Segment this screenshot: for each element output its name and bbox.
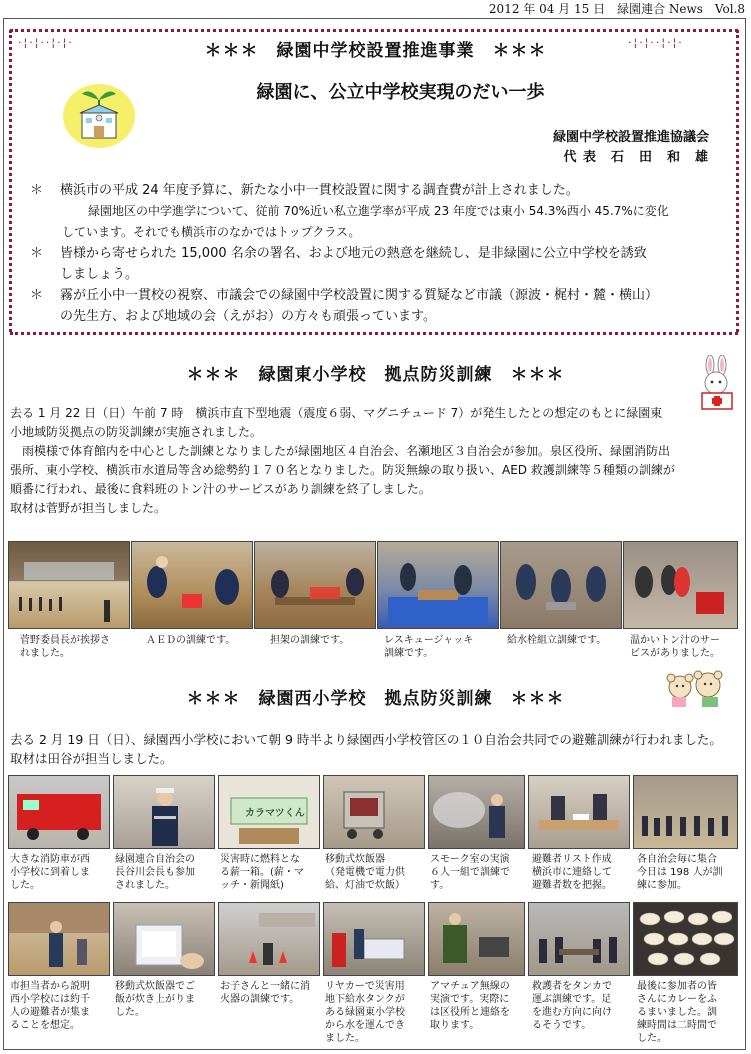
east-caption-4: レスキュージャッキ 訓練です。 xyxy=(384,635,474,659)
left-dotted-border xyxy=(9,30,12,332)
newsletter-header: 2012 年 04 月 15 日 緑園連合 News Vol.8 xyxy=(488,2,745,16)
representative-name: 代 表 石 田 和 雄 xyxy=(563,150,709,165)
photo-rescue-jack xyxy=(377,541,499,629)
bullet-text-cont: の先生方、および地域の会（えがお）の方々も頑張っています。 xyxy=(60,309,436,324)
east-text-line: 去る 1 月 22 日（日）午前 7 時 横浜市直下型地震（震度６弱、マグニチュード 7）が発生したとの想定のもとに緑園東 xyxy=(10,406,663,420)
bear-mascots-icon xyxy=(660,669,730,709)
photo-gym-greeting xyxy=(8,541,130,629)
east-text-line: 順番に行われ、最後に食料班のトン汁のサービスがあり訓練を終了しました。 xyxy=(10,482,431,496)
photo-extinguisher-training xyxy=(218,902,320,976)
east-caption-3: 担架の訓練です。 xyxy=(270,635,350,646)
east-caption-1: 菅野委員長が挨拶さ れました。 xyxy=(20,635,110,659)
east-text-line: 取材は菅野が担当しました。 xyxy=(10,501,167,515)
west-section-title: ＊＊＊ 緑園西小学校 拠点防災訓練 ＊＊＊ xyxy=(186,689,565,709)
photo-firewood-box xyxy=(218,775,320,849)
ornament-left-icon: ·¦·¦··¦·¦· xyxy=(18,36,74,49)
bullet-item-1 xyxy=(30,180,720,201)
west-caption-2: 緑園連合自治会の 長谷川会長も参加 されました。 xyxy=(115,854,195,891)
west-caption-13: 救護者をタンカで 運ぶ訓練です。足 を進む方向に向け るそうです。 xyxy=(532,981,612,1031)
photo-curry-serving xyxy=(633,902,738,976)
west-caption-11: リヤカーで災害用 地下給水タンクが ある緑園東小学校 から水を運んでき ました。 xyxy=(325,981,405,1044)
page-frame xyxy=(3,18,746,1050)
bullet-item-3 xyxy=(30,285,720,327)
top-title: ＊＊＊ 緑園中学校設置推進事業 ＊＊＊ xyxy=(204,41,547,61)
bullet-text: 皆様から寄せられた 15,000 名余の署名、および地元の熱意を継続し、是非緑園に公立中学校を誘致 xyxy=(60,246,647,261)
west-caption-3: 災害時に燃料とな る薪一箱。(薪・マ ッチ・新聞紙) xyxy=(220,854,304,891)
west-text-line: 去る 2 月 19 日（日）、緑園西小学校において朝 9 時半より緑園西小学校管区の１０自治会共同での避難訓練が行われました。 xyxy=(10,732,722,747)
photo-group-gathering xyxy=(633,775,738,849)
photo-aed-training xyxy=(131,541,253,629)
east-caption-2: ＡＥＤの訓練です。 xyxy=(146,635,236,646)
west-caption-6: 避難者リスト作成 横浜市に連絡して 避難者数を把握。 xyxy=(532,854,612,891)
east-caption-5: 給水栓組立訓練です。 xyxy=(507,635,607,646)
bullet-1-sub-b: しています。それでも横浜市のなかではトップクラス。 xyxy=(62,225,361,239)
bullet-text: 横浜市の平成 24 年度予算に、新たな小中一貫校設置に関する調査費が計上されました。 xyxy=(60,183,579,198)
photo-water-tap-assembly xyxy=(500,541,622,629)
east-caption-6: 温かいトン汁のサー ビスがありました。 xyxy=(630,635,720,659)
west-caption-14: 最後に参加者の皆 さんにカレーをふ るまいました。訓 練時間は二時間で した。 xyxy=(637,981,717,1044)
photo-city-official xyxy=(8,902,110,976)
bullet-item-2 xyxy=(30,243,720,285)
bullet-mark: ＊ xyxy=(30,183,44,198)
bullet-1-sub-a: 緑園地区の中学進学について、従前 70%近い私立進学率が平成 23 年度では東小 54.3%西小 45.7%に変化 xyxy=(88,204,669,218)
west-caption-9: 移動式炊飯器でご 飯が炊き上がりま した。 xyxy=(115,981,195,1018)
photo-water-cart xyxy=(323,902,425,976)
bottom-dotted-border xyxy=(10,332,738,335)
bullet-mark: ＊ xyxy=(30,246,44,261)
ornament-right-icon: ·¦·¦··¦·¦· xyxy=(628,36,684,49)
west-paragraph xyxy=(10,730,740,768)
east-paragraph xyxy=(10,404,740,518)
west-caption-1: 大きな消防車が西 小学校に到着しま した。 xyxy=(10,854,90,891)
photo-amateur-radio xyxy=(428,902,525,976)
photo-evacuee-list xyxy=(528,775,630,849)
organization-block xyxy=(553,128,709,168)
east-text-line: 雨模様で体育館内を中心とした訓練となりましたが緑園地区４自治会、名瀬地区３自治会が参加。泉区役所、緑園消防出 xyxy=(10,444,671,458)
photo-chairman xyxy=(113,775,215,849)
bullet-mark: ＊ xyxy=(30,288,44,303)
west-caption-7: 各自治会毎に集合 今日は 198 人が訓 練に参加。 xyxy=(637,854,723,891)
photo-cooked-rice xyxy=(113,902,215,976)
top-dotted-border xyxy=(10,29,738,32)
firewood-sign-text: カラマツくん xyxy=(245,808,305,819)
west-caption-12: アマチュア無線の 実演です。実際に は区役所と連絡を 取ります。 xyxy=(430,981,510,1031)
east-section-title: ＊＊＊ 緑園東小学校 拠点防災訓練 ＊＊＊ xyxy=(186,365,565,385)
top-subtitle: 緑園に、公立中学校実現のだい一歩 xyxy=(256,82,545,103)
rabbit-first-aid-icon xyxy=(696,355,738,411)
bullet-text: 霧が丘小中一貫校の視察、市議会での緑園中学校設置に関する質疑など市議（源波・梶村・麓・横山） xyxy=(60,288,659,303)
photo-smoke-room xyxy=(428,775,525,849)
east-text-line: 小地域防災拠点の防災訓練が実施されました。 xyxy=(10,425,263,439)
west-caption-10: お子さんと一緒に消 火器の訓練です。 xyxy=(220,981,310,1005)
organization-name: 緑園中学校設置推進協議会 xyxy=(552,130,709,145)
west-text-line: 取材は田谷が担当しました。 xyxy=(10,751,173,766)
photo-mobile-cooker xyxy=(323,775,425,849)
west-caption-8: 市担当者から説明 西小学校には約千 人の避難者が集ま ることを想定。 xyxy=(10,981,90,1031)
right-dotted-border xyxy=(736,30,739,332)
bullet-text-cont: しましょう。 xyxy=(60,267,139,282)
photo-rescue-stretcher xyxy=(528,902,630,976)
photo-tonjiru-service xyxy=(623,541,738,629)
west-caption-5: スモーク室の実演 ６人一組で訓練で す。 xyxy=(430,854,510,891)
west-caption-4: 移動式炊飯器 （発電機で電力供 給、灯油で炊飯） xyxy=(325,854,405,891)
east-text-line: 張所、東小学校、横浜市水道局等含め総勢約１７０名となりました。防災無線の取り扱い、AED 救護訓練等５種類の訓練が xyxy=(10,463,675,477)
photo-fire-engine xyxy=(8,775,110,849)
photo-stretcher-training xyxy=(254,541,376,629)
